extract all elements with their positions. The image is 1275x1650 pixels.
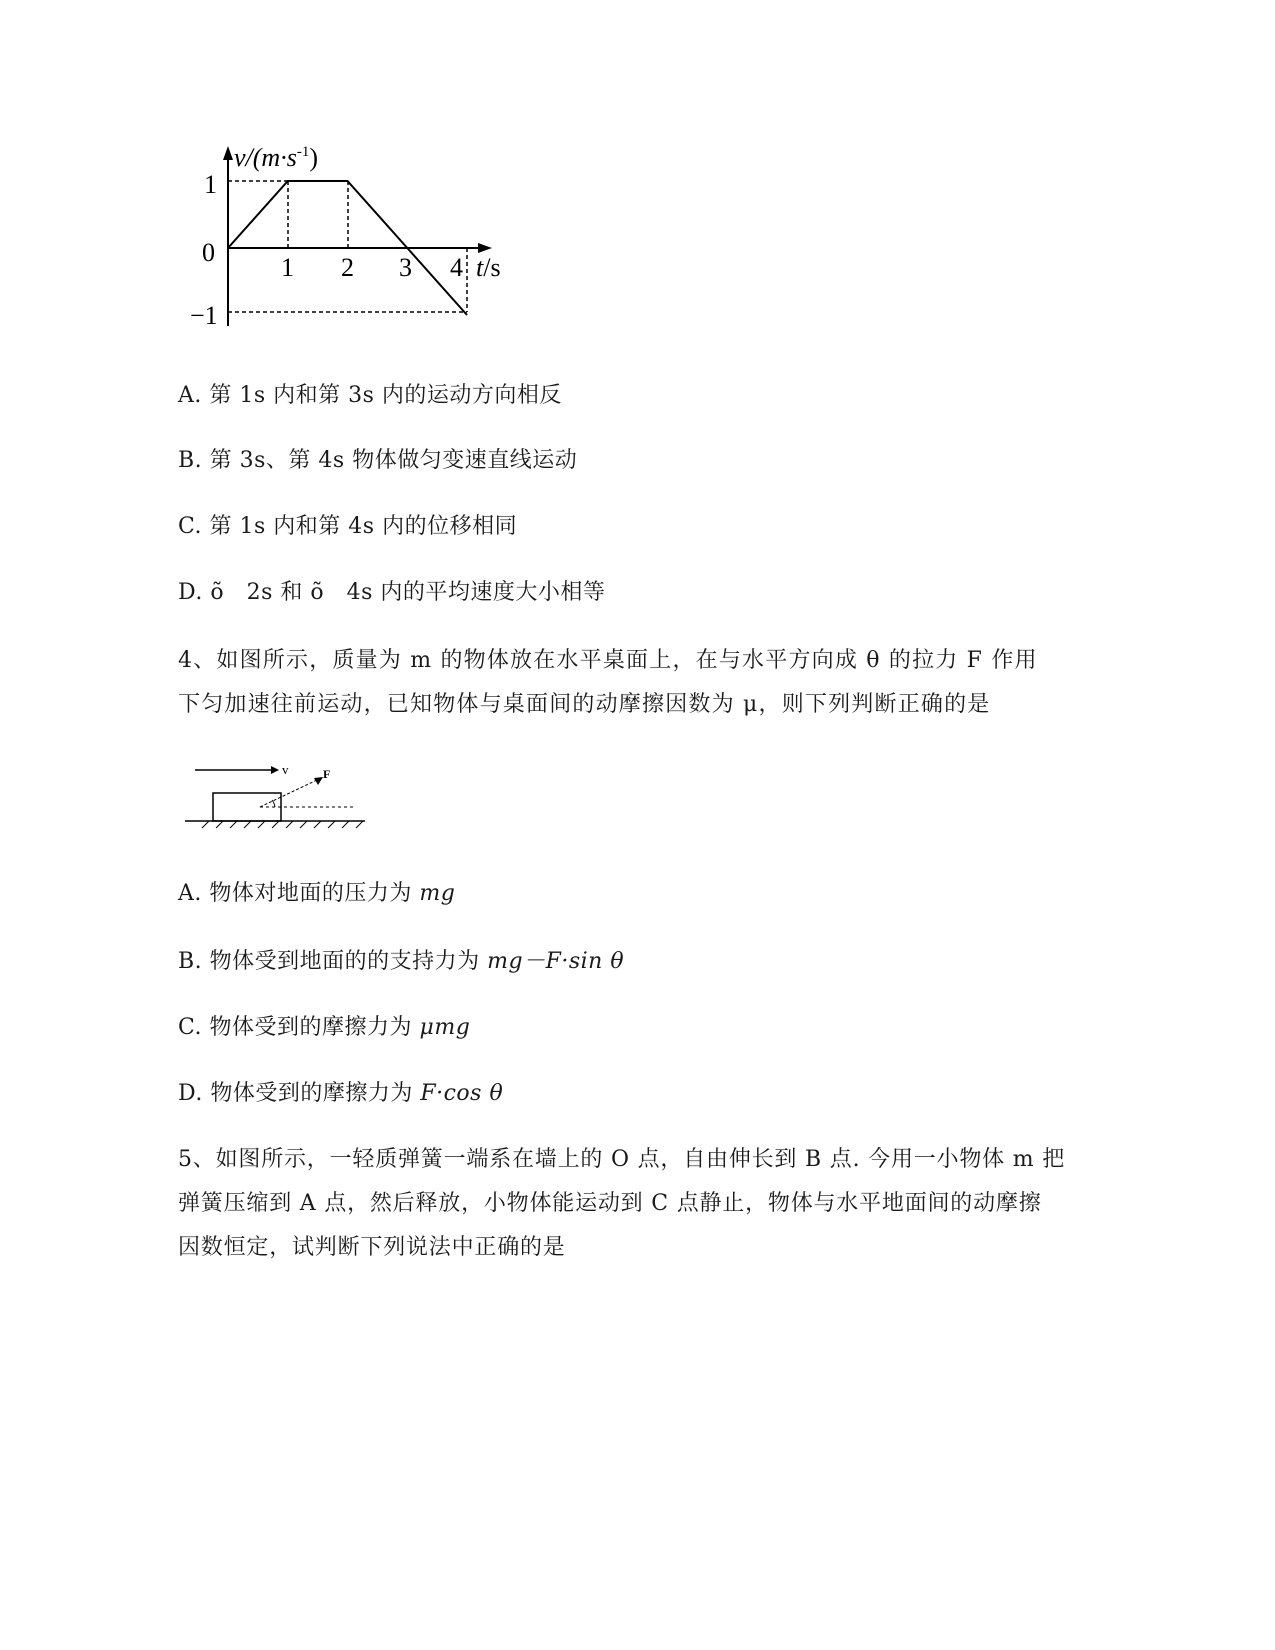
block	[213, 793, 281, 821]
q4-option-d-text: D. 物体受到的摩擦力为	[178, 1081, 421, 1106]
y-axis-label: $v/(m\cdot s^{-1})$	[234, 143, 318, 172]
ground-hatching	[202, 821, 363, 828]
q4-option-a	[178, 876, 455, 907]
x-axis-arrow	[478, 243, 492, 253]
q4-option-d	[178, 1076, 503, 1107]
y-axis-arrow	[223, 146, 233, 160]
q5-stem-line-1: 5、如图所示，一轻质弹簧一端系在墙上的 O 点，自由伸长到 B 点. 今用一小物体 m 把	[178, 1147, 1066, 1172]
block-force-diagram	[175, 760, 375, 830]
q4-option-a-math: mg	[419, 881, 456, 906]
x-tick-3: 3	[399, 253, 412, 282]
force-label: F	[323, 767, 331, 781]
vt-plot-area	[190, 143, 501, 330]
q3-option-b: B. 第 3s、第 4s 物体做匀变速直线运动	[178, 448, 578, 473]
q4-option-b-math: mg－F·sin θ	[487, 949, 625, 974]
q4-option-d-math: F·cos θ	[420, 1081, 504, 1106]
velocity-arrow-head	[271, 766, 279, 774]
y-tick-0: 0	[202, 238, 215, 267]
q4-option-c-math: μmg	[419, 1015, 471, 1040]
q4-option-b-text: B. 物体受到地面的的支持力为	[178, 949, 488, 974]
q4-stem-line-1: 4、如图所示，质量为 m 的物体放在水平桌面上，在与水平方向成 θ 的拉力 F 作用	[178, 648, 1038, 673]
q3-option-d: D. õ 2s 和 õ 4s 内的平均速度大小相等	[178, 580, 606, 605]
q4-option-c-text: C. 物体受到的摩擦力为	[178, 1015, 420, 1040]
x-tick-1: 1	[281, 253, 294, 282]
q3-option-a: A. 第 1s 内和第 3s 内的运动方向相反	[178, 383, 562, 408]
x-tick-4: 4	[450, 253, 463, 282]
q4-stem-line-2: 下匀加速往前运动，已知物体与桌面间的动摩擦因数为 μ，则下列判断正确的是	[178, 692, 991, 717]
q5-stem-line-3: 因数恒定，试判断下列说法中正确的是	[178, 1235, 566, 1260]
x-axis-label: t/s	[476, 253, 501, 282]
q3-option-c: C. 第 1s 内和第 4s 内的位移相同	[178, 514, 518, 539]
q4-option-b	[178, 944, 624, 975]
q4-option-a-text: A. 物体对地面的压力为	[178, 881, 420, 906]
q5-stem-line-2: 弹簧压缩到 A 点，然后释放，小物体能运动到 C 点静止，物体与水平地面间的动摩擦	[178, 1191, 1042, 1216]
y-tick-neg1: −1	[190, 301, 218, 330]
x-tick-2: 2	[341, 253, 354, 282]
velocity-label: v	[282, 762, 289, 777]
velocity-time-graph	[180, 130, 540, 340]
q4-option-c	[178, 1010, 470, 1041]
y-tick-1: 1	[204, 170, 217, 199]
